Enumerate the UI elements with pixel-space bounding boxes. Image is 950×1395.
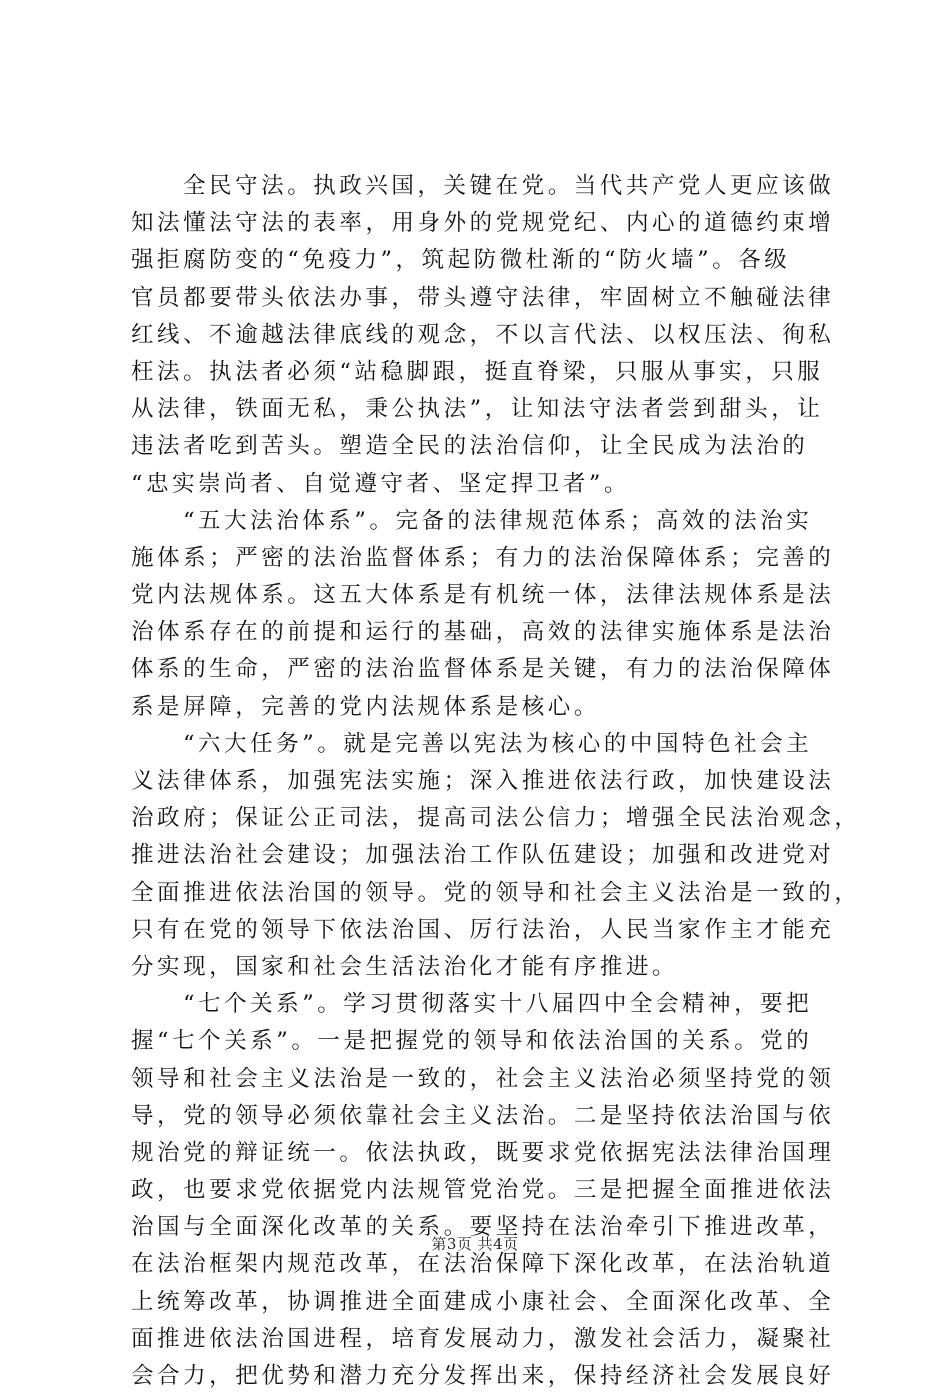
text-line: “忠实崇尚者、自觉遵守者、坚定捍卫者”。: [131, 470, 631, 497]
text-line: 上统筹改革，协调推进全面建成小康社会、全面深化改革、全: [131, 1288, 835, 1315]
text-line: 规治党的辩证统一。依法执政，既要求党依据宪法法律治国理: [131, 1139, 835, 1166]
text-line: 推进法治社会建设；加强法治工作队伍建设；加强和改进党对: [131, 842, 835, 869]
text-line: 从法律，铁面无私，秉公执法”，让知法守法者尝到甜头，让: [131, 396, 824, 423]
text-line: 分实现，国家和社会生活法治化才能有序推进。: [131, 953, 679, 980]
text-line: 全面推进依法治国的领导。党的领导和社会主义法治是一致的，: [131, 879, 861, 906]
text-line: 知法懂法守法的表率，用身外的党规党纪、内心的道德约束增: [131, 210, 835, 237]
text-line: 导，党的领导必须依靠社会主义法治。二是坚持依法治国与依: [131, 1102, 835, 1129]
text-line: 违法者吃到苦头。塑造全民的法治信仰，让全民成为法治的: [131, 433, 809, 460]
text-line: 系是屏障，完善的党内法规体系是核心。: [131, 693, 600, 720]
text-line: 党内法规体系。这五大体系是有机统一体，法律法规体系是法: [131, 582, 835, 609]
text-line: 政，也要求党依据党内法规管党治党。三是把握全面推进依法: [131, 1177, 835, 1204]
paragraph-start-line: “五大法治体系”。完备的法律规范体系；高效的法治实: [183, 507, 813, 534]
text-line: 在法治框架内规范改革，在法治保障下深化改革，在法治轨道: [131, 1251, 835, 1278]
text-line: 义法律体系，加强宪法实施；深入推进依法行政，加快建设法: [131, 768, 835, 794]
text-line: 枉法。执法者必须“站稳脚跟，挺直脊梁，只服从事实，只服: [131, 358, 824, 385]
text-line: 施体系；严密的法治监督体系；有力的法治保障体系；完善的: [131, 544, 835, 571]
text-line: 会合力，把优势和潜力充分发挥出来，保持经济社会发展良好: [131, 1363, 835, 1389]
text-line: 治政府；保证公正司法，提高司法公信力；增强全民法治观念，: [131, 805, 861, 832]
text-line: 体系的生命，严密的法治监督体系是关键，有力的法治保障体: [131, 656, 835, 683]
text-line: 红线、不逾越法律底线的观念，不以言代法、以权压法、徇私: [131, 321, 835, 348]
paragraph-start-line: “七个关系”。学习贯彻落实十八届四中全会精神，要把: [183, 991, 813, 1018]
text-line: 官员都要带头依法办事，带头遵守法律，牢固树立不触碰法律: [131, 284, 835, 311]
text-line: 强拒腐防变的“免疫力”，筑起防微杜渐的“防火墙”。各级: [131, 247, 791, 274]
text-line: 领导和社会主义法治是一致的，社会主义法治必须坚持党的领: [131, 1065, 835, 1092]
document-body: [131, 168, 861, 1395]
paragraph-start-line: “六大任务”。就是完善以宪法为核心的中国特色社会主: [183, 730, 813, 757]
text-line: 治体系存在的前提和运行的基础，高效的法律实施体系是法治: [131, 619, 835, 646]
page-footer: 第3页 共4页: [431, 1235, 519, 1253]
text-line: 握“七个关系”。一是把握党的领导和依法治国的关系。党的: [131, 1028, 813, 1055]
text-line: 面推进依法治国进程，培育发展动力，激发社会活力，凝聚社: [131, 1325, 835, 1352]
paragraph-start-line: 全民守法。执政兴国，关键在党。当代共产党人更应该做: [183, 173, 835, 199]
text-line: 治国与全面深化改革的关系。要坚持在法治牵引下推进改革，: [131, 1214, 835, 1241]
text-line: 只有在党的领导下依法治国、厉行法治，人民当家作主才能充: [131, 916, 835, 943]
